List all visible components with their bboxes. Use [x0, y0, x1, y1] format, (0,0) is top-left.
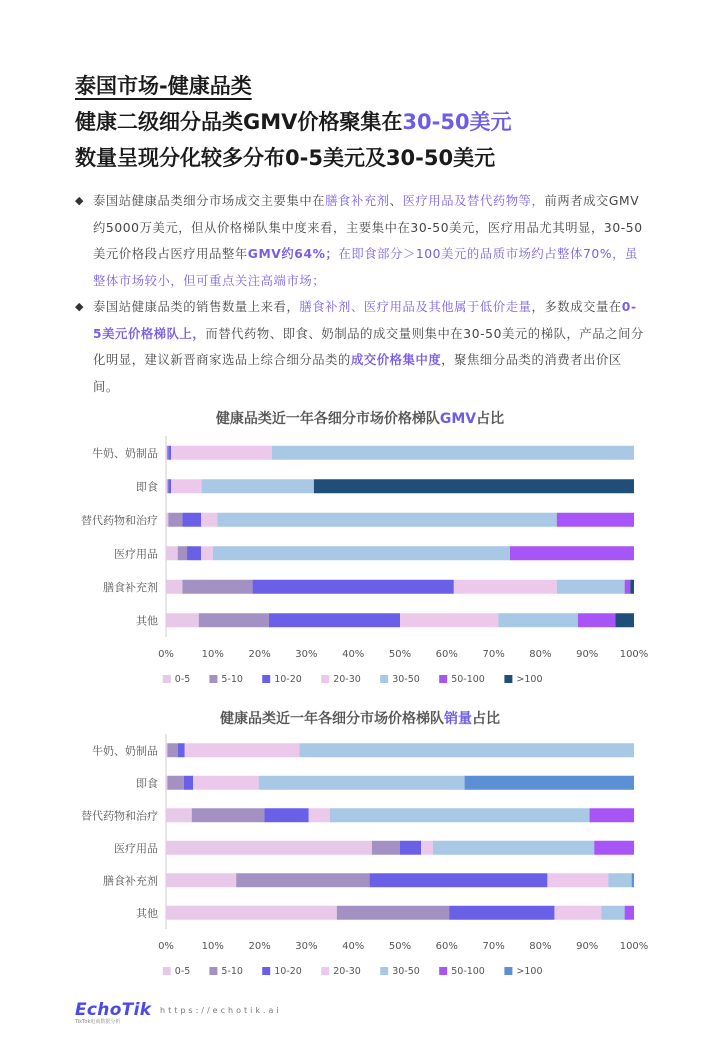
bar-segment	[166, 546, 178, 560]
chart-title-volume	[0, 708, 720, 728]
paragraph-text: 、	[389, 194, 403, 208]
bar-segment	[630, 580, 634, 594]
bar-segment	[167, 776, 183, 790]
x-tick-label: 90%	[576, 649, 599, 660]
bar-segment	[166, 906, 337, 920]
bar-segment	[594, 841, 634, 855]
sales-volume-price-tier-chart	[0, 732, 720, 992]
footer-logo	[75, 1000, 151, 1025]
highlighted-text: 医疗用品及替代药物等，	[402, 194, 545, 208]
x-tick-label: 30%	[295, 941, 318, 952]
bullet-diamond-icon: ◆	[75, 300, 85, 313]
x-tick-label: 60%	[435, 649, 458, 660]
highlighted-text: 0-5美元价格梯队上，	[93, 300, 637, 341]
legend-swatch	[321, 675, 329, 683]
legend-swatch	[262, 675, 270, 683]
highlighted-text: GMV约64%；	[247, 247, 339, 261]
bar-segment	[171, 446, 272, 460]
bar-segment	[217, 513, 556, 527]
x-tick-label: 70%	[482, 941, 505, 952]
bar-segment	[272, 446, 634, 460]
bar-segment	[400, 613, 498, 627]
x-tick-label: 50%	[388, 649, 412, 660]
x-tick-label: 90%	[576, 941, 599, 952]
bar-segment	[608, 873, 631, 887]
bar-segment	[601, 906, 624, 920]
headline	[75, 68, 675, 176]
bar-segment	[166, 513, 168, 527]
category-label: 牛奶、奶制品	[92, 446, 158, 460]
legend-label: >100	[516, 674, 543, 685]
legend-swatch	[262, 967, 270, 975]
category-label: 医疗用品	[114, 841, 158, 855]
gmv-price-tier-chart	[0, 432, 720, 702]
x-tick-label: 0%	[158, 649, 174, 660]
body-text	[75, 188, 645, 400]
x-tick-label: 100%	[619, 941, 649, 952]
bar-segment	[625, 906, 634, 920]
legend-label: 10-20	[274, 674, 302, 685]
bar-segment	[201, 546, 213, 560]
bar-segment	[167, 743, 177, 757]
category-label: 膳食补充剂	[103, 580, 158, 594]
headline-title: 泰国市场-健康品类	[75, 74, 252, 98]
bar-segment	[454, 580, 557, 594]
x-tick-label: 40%	[342, 941, 365, 952]
bar-segment	[178, 546, 187, 560]
x-tick-label: 70%	[482, 649, 505, 660]
bar-segment	[166, 743, 167, 757]
headline-subtitle-2: 数量呈现分化较多分布0-5美元及30-50美元	[75, 146, 496, 170]
bar-segment	[213, 546, 510, 560]
bullet-diamond-icon: ◆	[75, 194, 85, 207]
legend-swatch	[504, 967, 512, 975]
x-tick-label: 20%	[248, 649, 271, 660]
bar-segment	[178, 743, 185, 757]
bar-segment	[166, 873, 236, 887]
legend-swatch	[163, 967, 171, 975]
chart-title-accent: GMV	[439, 411, 477, 427]
bar-segment	[166, 580, 182, 594]
highlighted-text: 膳食补充剂	[325, 194, 390, 208]
category-label: 其他	[136, 906, 158, 920]
bar-segment	[557, 580, 625, 594]
category-label: 其他	[136, 614, 158, 628]
bar-segment	[615, 613, 634, 627]
bar-segment	[269, 613, 400, 627]
paragraph-text: 而替代药物、即食、奶制品的成交量则集中在30-50美元的梯队，产品之间分化明显，建议新晋商家选品上综合细分品类的	[93, 326, 644, 367]
bar-segment	[370, 873, 548, 887]
bar-segment	[168, 513, 182, 527]
legend-swatch	[439, 675, 447, 683]
bar-segment	[372, 841, 400, 855]
legend-swatch	[439, 967, 447, 975]
legend-swatch	[163, 675, 171, 683]
bar-segment	[185, 743, 300, 757]
category-label: 即食	[136, 480, 158, 494]
bar-segment	[557, 513, 634, 527]
paragraph-text: ，聚焦细分品类的消费者出价区间。	[93, 353, 622, 394]
highlighted-text: 成交价格集中度	[350, 353, 442, 367]
category-label: 医疗用品	[114, 547, 158, 561]
x-tick-label: 30%	[295, 649, 318, 660]
headline-subtitle-1-prefix: 健康二级细分品类GMV价格聚集在	[75, 110, 403, 134]
bar-segment	[199, 613, 269, 627]
bar-segment	[182, 580, 252, 594]
bar-segment	[193, 776, 259, 790]
echotik-logo: EchoTik	[75, 1000, 152, 1020]
bar-segment	[253, 580, 454, 594]
logo-tagline: TikTok电商数据分析	[75, 1019, 121, 1025]
legend-label: >100	[516, 966, 543, 977]
x-tick-label: 10%	[201, 941, 224, 952]
category-label: 即食	[136, 776, 158, 790]
highlighted-text: 膳食补剂、医疗用品及其他属于低价走量	[299, 300, 532, 314]
category-label: 替代药物和治疗	[81, 809, 158, 823]
footer-url: https://echotik.ai	[160, 1006, 282, 1015]
bar-segment	[166, 446, 167, 460]
bar-segment	[201, 513, 217, 527]
bar-segment	[184, 776, 193, 790]
paragraph-text: 泰国站健康品类细分市场成交主要集中在	[93, 194, 326, 208]
bar-segment	[166, 841, 372, 855]
headline-subtitle-1-accent: 30-50美元	[402, 110, 512, 134]
bar-segment	[192, 808, 265, 822]
legend-swatch	[380, 675, 388, 683]
chart-title-gmv	[0, 408, 720, 428]
legend-swatch	[321, 967, 329, 975]
bar-segment	[314, 479, 634, 493]
bar-segment	[182, 513, 201, 527]
paragraph-1	[75, 188, 645, 294]
legend-label: 5-10	[221, 674, 243, 685]
bar-segment	[421, 841, 433, 855]
bar-segment	[171, 479, 201, 493]
legend-swatch	[380, 967, 388, 975]
bar-segment	[330, 808, 590, 822]
chart-title-prefix: 健康品类近一年各细分市场价格梯队	[215, 411, 440, 427]
legend-label: 5-10	[221, 966, 243, 977]
x-tick-label: 10%	[201, 649, 224, 660]
bar-segment	[632, 873, 634, 887]
legend-label: 0-5	[174, 674, 191, 685]
legend-label: 50-100	[451, 966, 485, 977]
chart-title-prefix: 健康品类近一年各细分市场价格梯队	[220, 711, 444, 727]
chart-title-suffix: 占比	[472, 711, 500, 727]
bar-segment	[166, 613, 199, 627]
x-tick-label: 60%	[435, 941, 458, 952]
x-tick-label: 100%	[619, 649, 649, 660]
bar-segment	[264, 808, 308, 822]
bar-segment	[167, 446, 168, 460]
category-label: 膳食补充剂	[103, 874, 158, 888]
x-tick-label: 50%	[388, 941, 412, 952]
bar-segment	[166, 776, 167, 790]
bar-segment	[187, 546, 201, 560]
legend-label: 50-100	[451, 674, 485, 685]
x-tick-label: 40%	[342, 649, 365, 660]
bar-segment	[554, 906, 601, 920]
x-tick-label: 80%	[529, 941, 552, 952]
bar-segment	[166, 479, 167, 493]
highlighted-text: 在即食部分＞100美元的品质市场约占整体70%，虽整体市场较小，但可重点关注高端市场；	[93, 247, 638, 288]
x-tick-label: 0%	[158, 941, 174, 952]
bar-segment	[166, 808, 192, 822]
bar-segment	[167, 479, 168, 493]
paragraph-text: 前两者成交GMV约5000万美元，但从价格梯队集中度来看，主要集中在30-50美元，医疗用品尤其明显，30-50美元价格段占医疗用品整年	[93, 194, 643, 261]
bar-segment	[236, 873, 369, 887]
legend-label: 0-5	[174, 966, 191, 977]
bar-segment	[590, 808, 634, 822]
legend-label: 30-50	[392, 674, 420, 685]
chart-title-suffix: 占比	[476, 411, 505, 427]
paragraph-2	[75, 294, 645, 400]
legend-label: 30-50	[392, 966, 420, 977]
bar-segment	[337, 906, 449, 920]
legend-swatch	[209, 967, 217, 975]
bar-segment	[510, 546, 634, 560]
bar-segment	[449, 906, 554, 920]
x-tick-label: 20%	[248, 941, 271, 952]
chart-title-accent: 销量	[444, 711, 472, 727]
bar-segment	[465, 776, 634, 790]
bar-segment	[498, 613, 578, 627]
legend-swatch	[209, 675, 217, 683]
category-label: 牛奶、奶制品	[92, 744, 158, 758]
bar-segment	[309, 808, 330, 822]
legend-label: 10-20	[274, 966, 302, 977]
bar-segment	[168, 446, 171, 460]
paragraph-text: ，多数成交量在	[531, 300, 622, 314]
x-tick-label: 80%	[529, 649, 552, 660]
bar-segment	[259, 776, 465, 790]
headline-subtitle-1	[75, 104, 675, 140]
bar-segment	[299, 743, 634, 757]
bar-segment	[400, 841, 421, 855]
bar-segment	[168, 479, 171, 493]
legend-label: 20-30	[333, 966, 361, 977]
legend-label: 20-30	[333, 674, 361, 685]
paragraph-text: 泰国站健康品类的销售数量上来看，	[93, 300, 300, 314]
category-label: 替代药物和治疗	[81, 513, 158, 527]
legend-swatch	[504, 675, 512, 683]
bar-segment	[578, 613, 615, 627]
bar-segment	[547, 873, 608, 887]
bar-segment	[433, 841, 594, 855]
bar-segment	[202, 479, 314, 493]
bar-segment	[625, 580, 631, 594]
